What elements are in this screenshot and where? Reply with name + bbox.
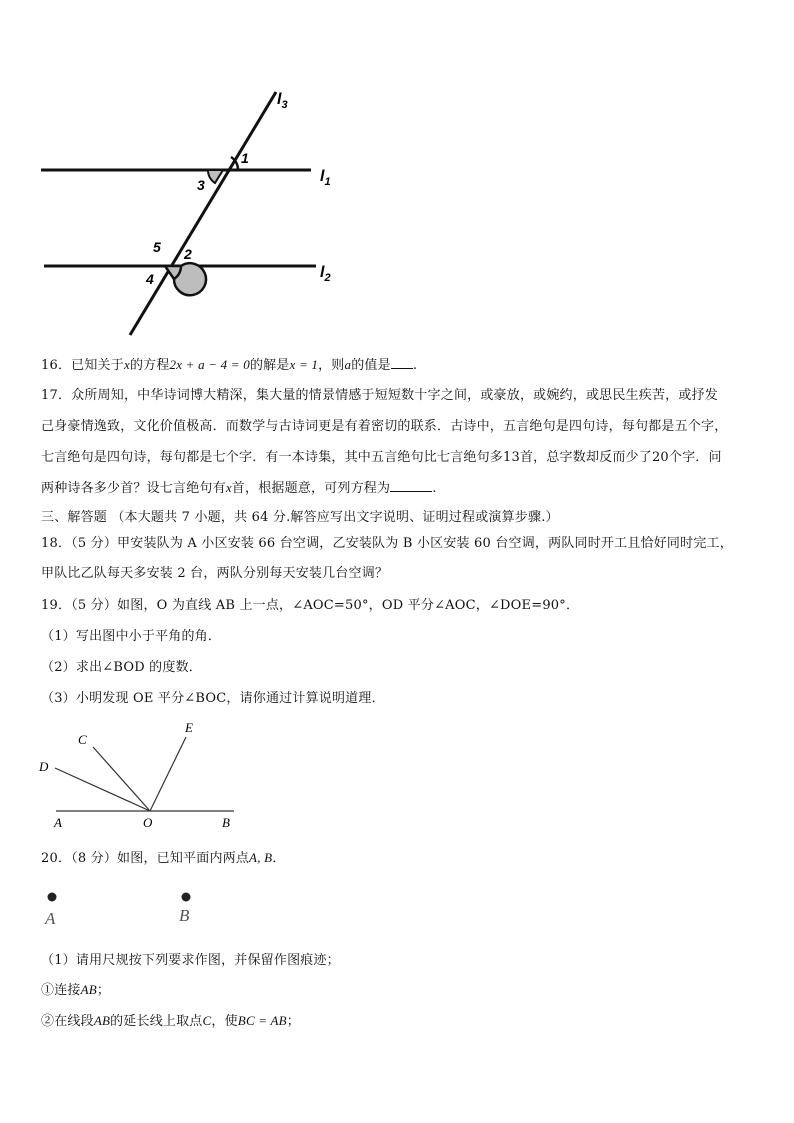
- q16-end: .: [412, 358, 418, 373]
- question-17-line4: [41, 477, 437, 496]
- q17-line4-b: 首，根据题意，可列方程为: [231, 481, 391, 496]
- label-a: A: [54, 815, 62, 830]
- question-19-stem: 19．（5 分）如图，O 为直线 AB 上一点，∠AOC=50°，OD 平分∠AOC，∠DOE=90°．: [41, 598, 580, 613]
- label-l2: $l_2$: [320, 264, 331, 284]
- question-18-line2: 甲队比乙队每天多安装 2 台，两队分别每天安装几台空调？: [41, 566, 389, 581]
- ray-oc: [93, 747, 150, 811]
- q16-mid2: 的解是: [249, 358, 290, 373]
- q20-step1-end: ；: [96, 983, 111, 998]
- angle-figure-q19: [0, 715, 300, 835]
- section-3-heading: 三、解答题 （本大题共 7 小题，共 64 分.解答应写出文字说明、证明过程或演算步骤.）: [41, 510, 559, 525]
- label-angle-1: 1: [241, 150, 249, 166]
- label-l3: $l_3$: [277, 91, 288, 111]
- question-17-line3: 七言绝句是四句诗，每句都是七个字．有一本诗集，其中五言绝句比七言绝句多13首，总字数却反而少了20个字．问: [41, 450, 722, 465]
- q16-answer-blank[interactable]: [391, 356, 413, 369]
- label-angle-2: 2: [184, 246, 192, 262]
- label-e: E: [185, 720, 193, 735]
- label-angle-4: 4: [146, 271, 154, 287]
- angle-4-5-sector: [165, 263, 206, 295]
- point-a-label: A: [45, 909, 56, 928]
- q20-step2-end: ；: [286, 1014, 300, 1029]
- question-16: [41, 354, 417, 373]
- ray-oe: [150, 737, 186, 811]
- q20-step2-math1: AB: [93, 1013, 111, 1028]
- q20-step2-mid2: ，使: [211, 1014, 238, 1029]
- question-19-part1: （1）写出图中小于平角的角．: [41, 629, 222, 644]
- q20-step2-prefix: ②在线段: [41, 1014, 94, 1029]
- question-19-part3: （3）小明发现 OE 平分∠BOC，请你通过计算说明道理．: [41, 691, 385, 706]
- question-20-step1: [41, 979, 110, 998]
- q20-stem-end: ．: [272, 851, 286, 866]
- q17-var-x: x: [225, 480, 232, 495]
- label-angle-3: 3: [197, 177, 205, 193]
- question-18-line1: 18．（5 分）甲安装队为 A 小区安装 66 台空调，乙安装队为 B 小区安装 60 台空调，两队同时开工且恰好同时完工，: [41, 536, 733, 551]
- q17-line4-a: 两种诗各多少首？设七言绝句有: [41, 481, 226, 496]
- q20-step2-math3: BC = AB: [237, 1013, 287, 1028]
- question-20-step2: [41, 1010, 300, 1029]
- q16-mid3: ，则: [318, 358, 345, 373]
- q16-suffix: 的值是: [351, 358, 391, 373]
- question-17-line1: 17．众所周知，中华诗词博大精深，集大量的情景情感于短短数十字之间，或豪放，或婉约，或思民生疾苦，或抒发: [41, 388, 718, 403]
- ray-od: [55, 768, 150, 811]
- label-angle-5: 5: [153, 239, 161, 255]
- label-b: B: [222, 815, 230, 830]
- q16-mid1: 的方程: [129, 358, 170, 373]
- q20-stem: 20．（8 分）如图，已知平面内两点: [41, 851, 250, 866]
- q20-points: A, B: [249, 850, 273, 865]
- question-17-line2: 己身豪情逸致，文化价值极高．而数学与古诗词更是有着密切的联系．古诗中，五言绝句是四句诗，每句都是五个字，: [41, 419, 728, 434]
- q17-line4-end: .: [432, 481, 437, 496]
- q20-step2-math2: C: [202, 1013, 212, 1028]
- q20-step1-prefix: ①连接: [41, 983, 81, 998]
- q16-var-a: a: [344, 357, 352, 372]
- point-b-label: B: [179, 906, 190, 925]
- label-l1: $l_1$: [320, 168, 331, 188]
- q16-equation: 2x + a − 4 = 0: [169, 357, 250, 372]
- point-b-dot: [182, 893, 191, 902]
- q20-step1-math: AB: [80, 982, 97, 997]
- point-a-dot: [48, 893, 57, 902]
- q16-prefix: 16．已知关于: [41, 358, 124, 373]
- label-c: C: [78, 732, 87, 747]
- q16-var-x: x: [123, 357, 130, 372]
- points-figure-q20: [0, 888, 260, 933]
- q16-solution: x = 1: [289, 357, 319, 372]
- label-d: D: [39, 759, 49, 774]
- question-19-part2: （2）求出∠BOD 的度数．: [41, 660, 202, 675]
- parallel-lines-figure: [0, 0, 794, 350]
- line-l3-transversal: [130, 92, 276, 335]
- question-20-stem: [41, 847, 285, 866]
- q17-answer-blank[interactable]: [390, 479, 432, 492]
- q20-step2-mid: 的延长线上取点: [110, 1014, 203, 1029]
- question-20-part1: （1）请用尺规按下列要求作图，并保留作图痕迹；: [41, 953, 340, 968]
- label-o: O: [143, 815, 153, 830]
